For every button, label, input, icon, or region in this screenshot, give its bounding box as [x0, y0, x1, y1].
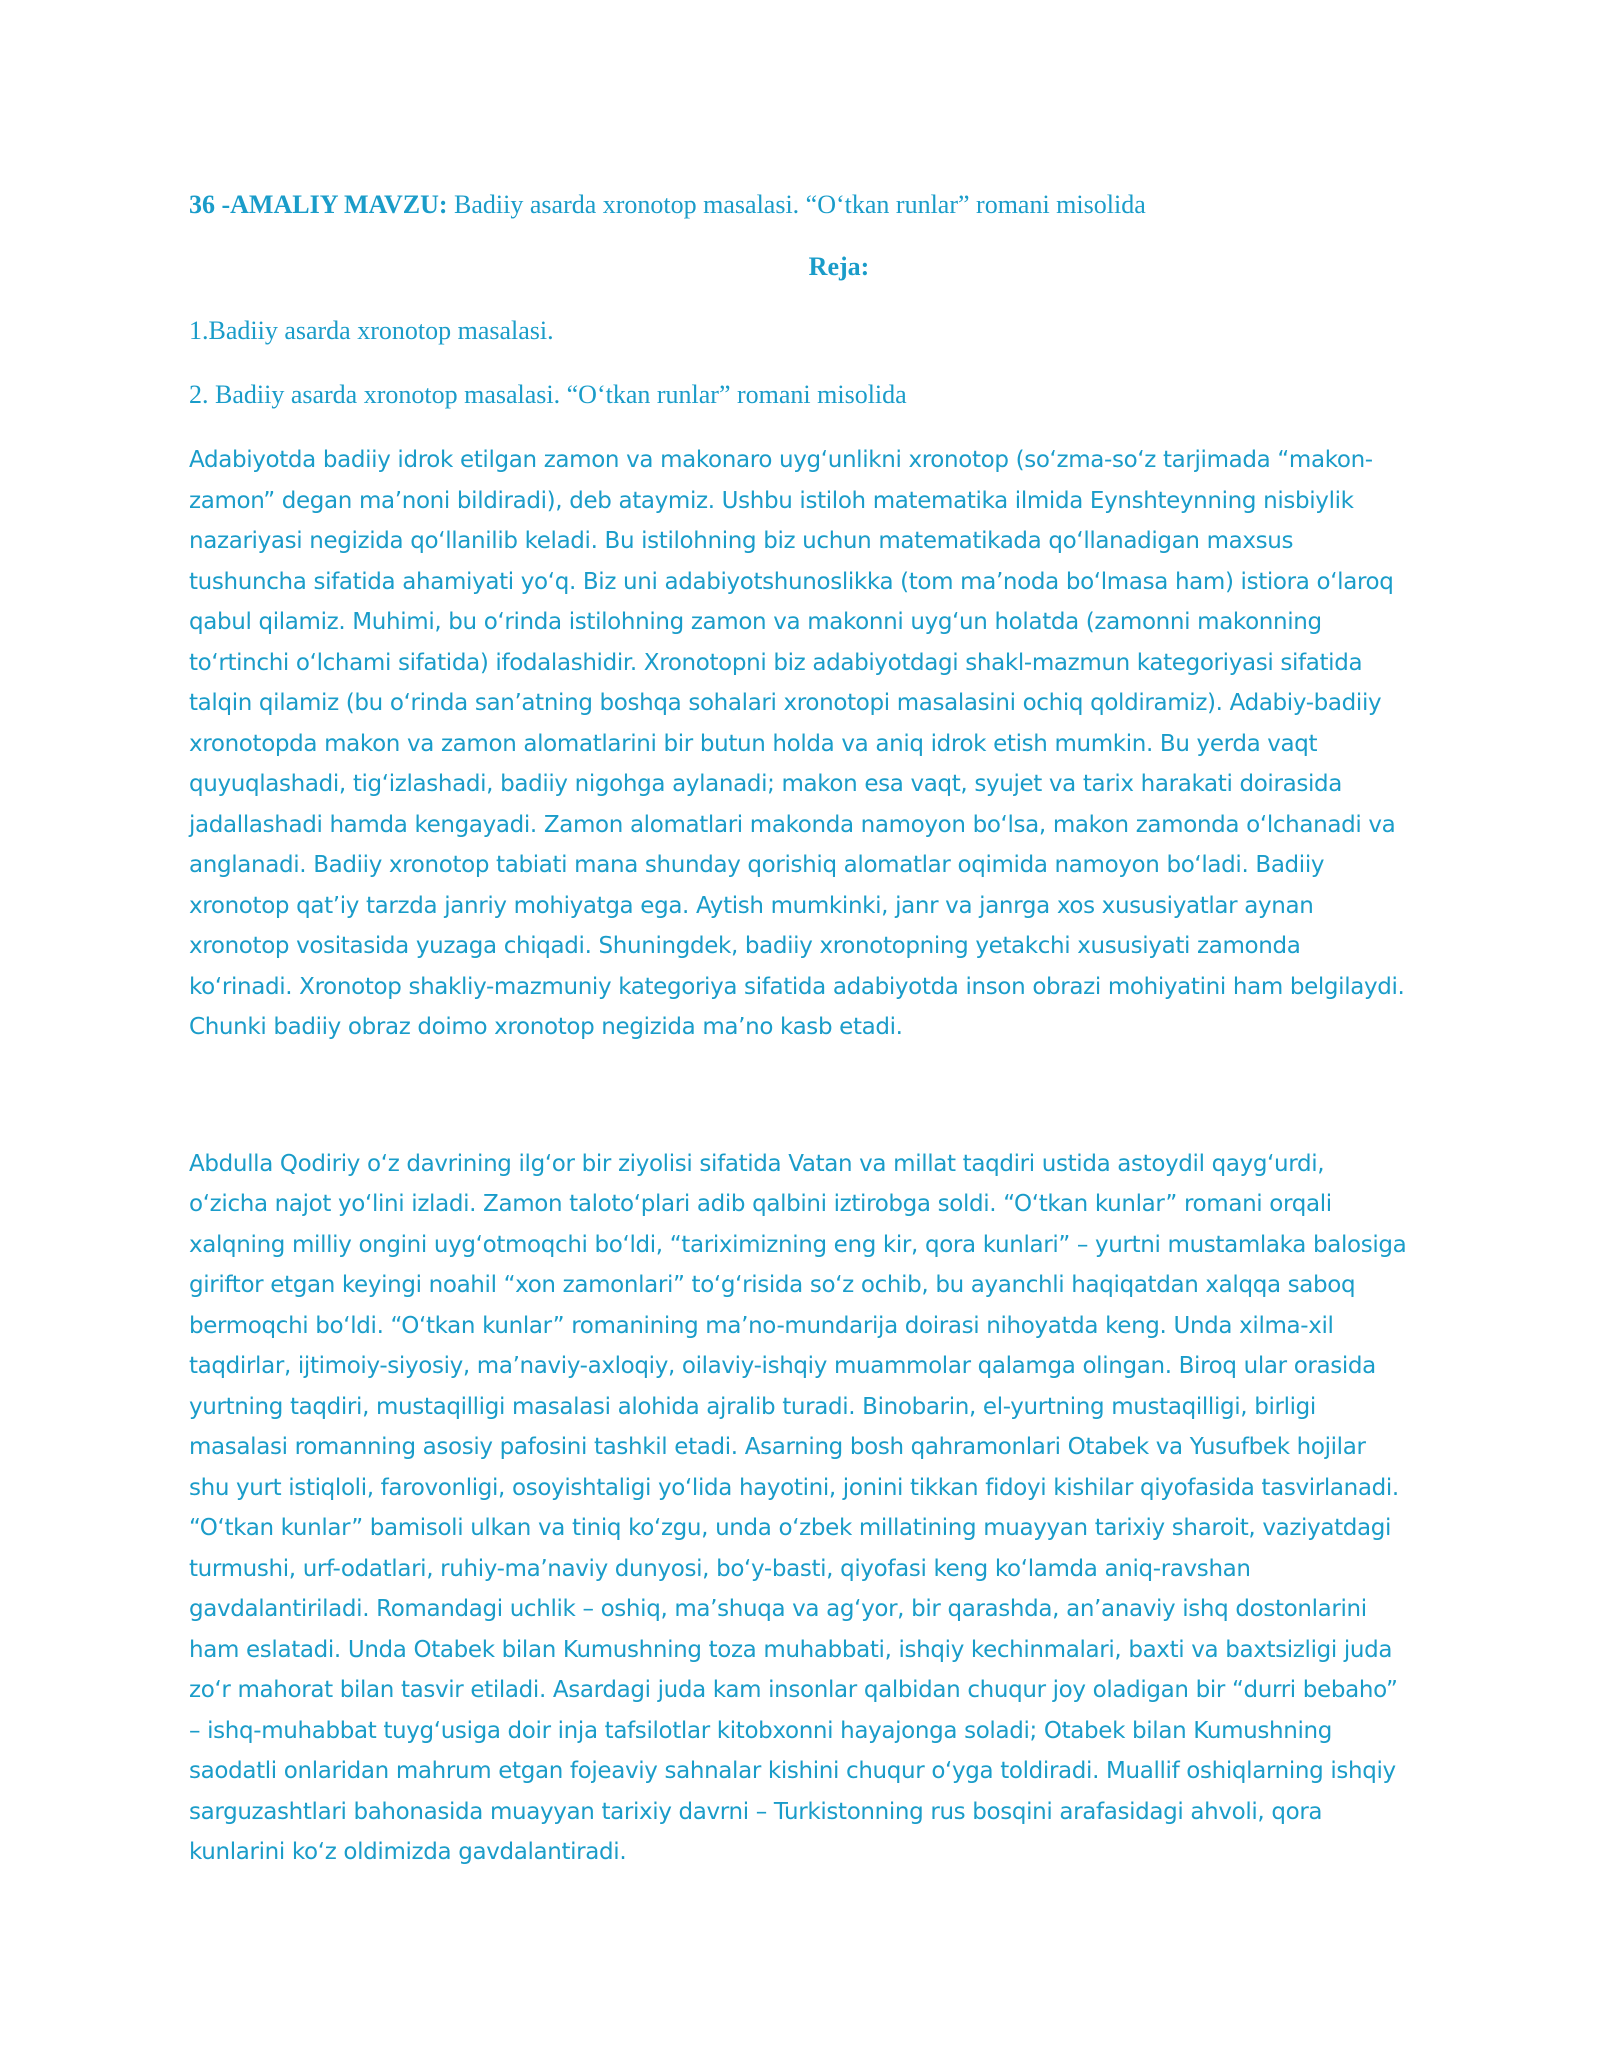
plan-title: Reja: — [808, 252, 870, 281]
paragraph-spacer — [189, 1048, 1409, 1144]
document-heading — [189, 186, 1409, 224]
heading-topic: Badiiy asarda xronotop masalasi. “O‘tkan runlar” romani misolida — [447, 190, 1146, 219]
paragraph-xronotop: Adabiyotda badiiy idrok etilgan zamon va makonaro uyg‘unlikni xronotop (so‘zma-so‘z tarjimada “makon-zamon” degan ma’noni bildiradi), deb ataymiz. Ushbu istiloh matematika ilmida Eynshteynning nisbiylik nazariyasi negizida qo‘llanilib keladi. Bu istilohning biz uchun matematikada qo‘llanadigan maxsus tushuncha sifatida ahamiyati yo‘q. Biz uni adabiyotshunoslikka (tom ma’noda bo‘lmasa ham) istiora o‘laroq qabul qilamiz. Muhimi, bu o‘rinda istilohning zamon va makonni uyg‘un holatda (zamonni makonning to‘rtinchi o‘lchami sifatida) ifodalashidir. Xronotopni biz adabiyotdagi shakl-mazmun kategoriyasi sifatida talqin qilamiz (bu o‘rinda san’atning boshqa sohalari xronotopi masalasini ochiq qoldiramiz). Adabiy-badiiy xronotopda makon va zamon alomatlarini bir butun holda va aniq idrok etish mumkin. Bu yerda vaqt quyuqlashadi, tig‘izlashadi, badiiy nigohga aylanadi; makon esa vaqt, syujet va tarix harakati doirasida jadallashadi hamda kengayadi. Zamon alomatlari makonda namoyon bo‘lsa, makon zamonda o‘lchanadi va anglanadi. Badiiy xronotop tabiati mana shunday qorishiq alomatlar oqimida namoyon bo‘ladi. Badiiy xronotop qat’iy tarzda janriy mohiyatga ega. Aytish mumkinki, janr va janrga xos xususiyatlar aynan xronotop vositasida yuzaga chiqadi. Shuningdek, badiiy xronotopning yetakchi xususiyati zamonda ko‘rinadi. Xronotop shakliy-mazmuniy kategoriya sifatida adabiyotda inson obrazi mohiyatini ham belgilaydi. Chunki badiiy obraz doimo xronotop negizida ma’no kasb etadi. — [189, 447, 1405, 1040]
document-page — [189, 186, 1409, 1873]
heading-lead: 36 -AMALIY MAVZU: — [189, 190, 448, 219]
plan-item-2: 2. Badiiy asarda xronotop masalasi. “O‘tkan runlar” romani misolida — [189, 380, 907, 409]
plan-item-1: 1.Badiiy asarda xronotop masalasi. — [189, 316, 554, 345]
paragraph-qodiriy: Abdulla Qodiriy o‘z davrining ilg‘or bir ziyolisi sifatida Vatan va millat taqdiri ustida astoydil qayg‘urdi, o‘zicha najot yo‘lini izladi. Zamon taloto‘plari adib qalbini iztirobga soldi. “O‘tkan kunlar” romani orqali xalqning milliy ongini uyg‘otmoqchi bo‘ldi, “tariximizning eng kir, qora kunlari” – yurtni mustamlaka balosiga giriftor etgan keyingi noahil “xon zamonlari” to‘g‘risida so‘z ochib, bu ayanchli haqiqatdan xalqqa saboq bermoqchi bo‘ldi. “O‘tkan kunlar” romanining ma’no-mundarija doirasi nihoyatda keng. Unda xilma-xil taqdirlar, ijtimoiy-siyosiy, ma’naviy-axloqiy, oilaviy-ishqiy muammolar qalamga olingan. Biroq ular orasida yurtning taqdiri, mustaqilligi masalasi alohida ajralib turadi. Binobarin, el-yurtning mustaqilligi, birligi masalasi romanning asosiy pafosini tashkil etadi. Asarning bosh qahramonlari Otabek va Yusufbek hojilar shu yurt istiqloli, farovonligi, osoyishtaligi yo‘lida hayotini, jonini tikkan fidoyi kishilar qiyofasida tasvirlanadi. “O‘tkan kunlar” bamisoli ulkan va tiniq ko‘zgu, unda o‘zbek millatining muayyan tarixiy sharoit, vaziyatdagi turmushi, urf-odatlari, ruhiy-ma’naviy dunyosi, bo‘y-basti, qiyofasi keng ko‘lamda aniq-ravshan gavdalantiriladi. Romandagi uchlik – oshiq, ma’shuqa va ag‘yor, bir qarashda, an’anaviy ishq dostonlarini ham eslatadi. Unda Otabek bilan Kumushning toza muhabbati, ishqiy kechinmalari, baxti va baxtsizligi juda zo‘r mahorat bilan tasvir etiladi. Asardagi juda kam insonlar qalbidan chuqur joy oladigan bir “durri bebaho” – ishq-muhabbat tuyg‘usiga doir inja tafsilotlar kitobxonni hayajonga soladi; Otabek bilan Kumushning saodatli onlaridan mahrum etgan fojeaviy sahnalar kishini chuqur o‘yga toldiradi. Muallif oshiqlarning ishqiy sarguzashtlari bahonasida muayyan tarixiy davrni – Turkistonning rus bosqini arafasidagi ahvoli, qora kunlarini ko‘z oldimizda gavdalantiradi. — [189, 1150, 1407, 1865]
